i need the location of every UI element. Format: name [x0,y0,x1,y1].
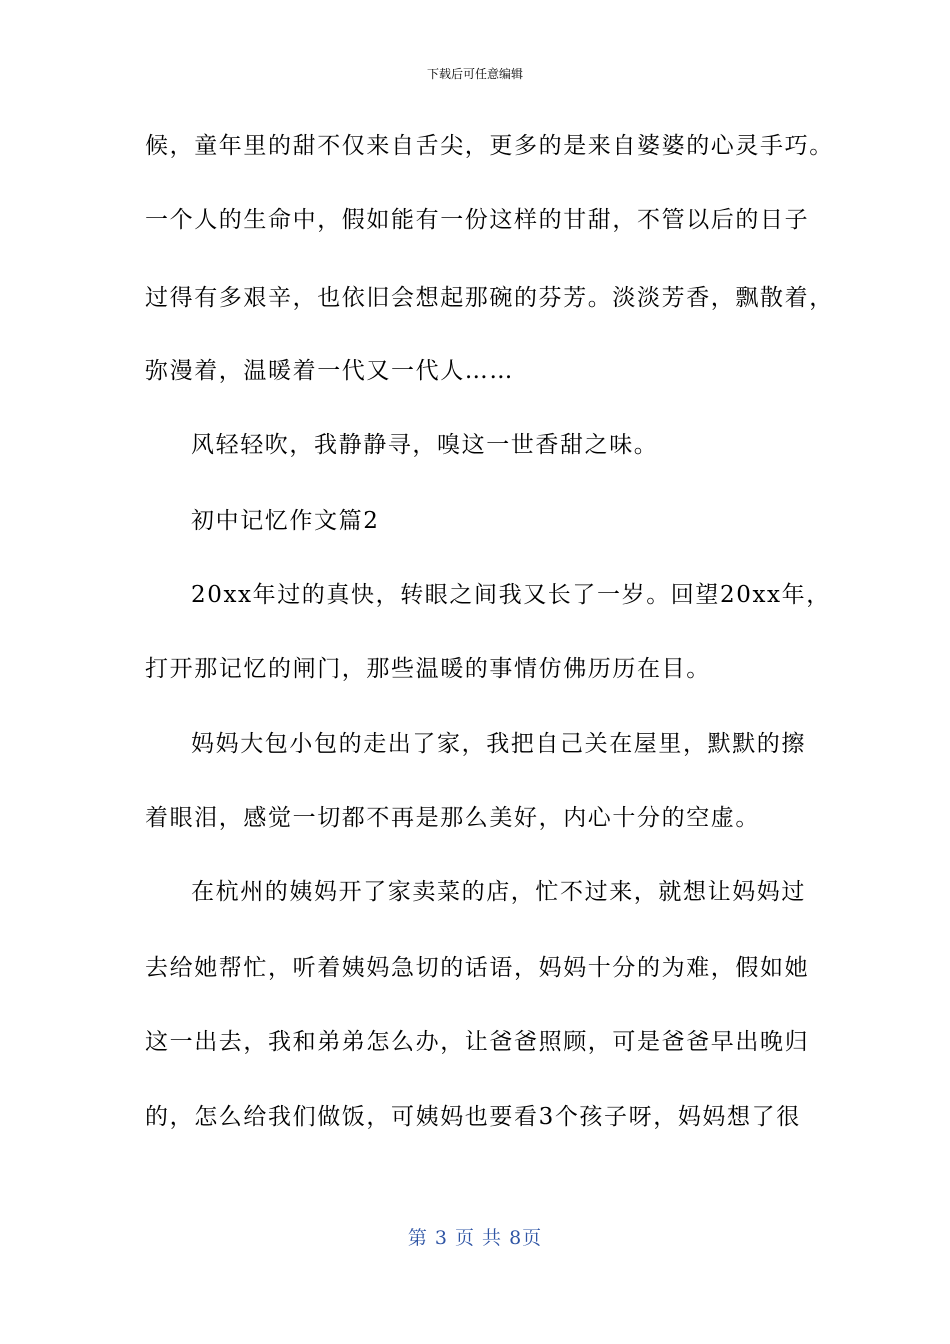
text-line: 在杭州的姨妈开了家卖菜的店，忙不过来，就想让妈妈过 [191,879,806,905]
text-line: 候，童年里的甜不仅来自舌尖，更多的是来自婆婆的心灵手巧。 [145,133,834,159]
section-heading: 初中记忆作文篇2 [191,508,380,534]
page-number-footer: 第 3 页 共 8页 [407,1227,543,1249]
text-line: 风轻轻吹，我静静寻，嗅这一世香甜之味。 [191,432,659,458]
text-line: 一个人的生命中，假如能有一份这样的甘甜，不管以后的日子 [145,207,810,233]
text-line: 的，怎么给我们做饭，可姨妈也要看3个孩子呀，妈妈想了很 [145,1104,801,1130]
page-header: 下载后可任意编辑 [426,67,523,81]
text-line: 去给她帮忙，听着姨妈急切的话语，妈妈十分的为难，假如她 [145,955,810,981]
text-line: 妈妈大包小包的走出了家，我把自己关在屋里，默默的擦 [191,731,806,757]
text-line: 这一出去，我和弟弟怎么办，让爸爸照顾，可是爸爸早出晚归 [145,1029,810,1055]
text-line: 着眼泪，感觉一切都不再是那么美好，内心十分的空虚。 [145,805,760,831]
text-line: 弥漫着，温暖着一代又一代人…… [145,358,514,384]
text-line: 20xx年过的真快，转眼之间我又长了一岁。回望20xx年， [191,582,831,608]
text-line: 打开那记忆的闸门，那些温暖的事情仿佛历历在目。 [145,656,711,682]
text-line: 过得有多艰辛，也依旧会想起那碗的芬芳。淡淡芳香，飘散着， [145,285,834,311]
